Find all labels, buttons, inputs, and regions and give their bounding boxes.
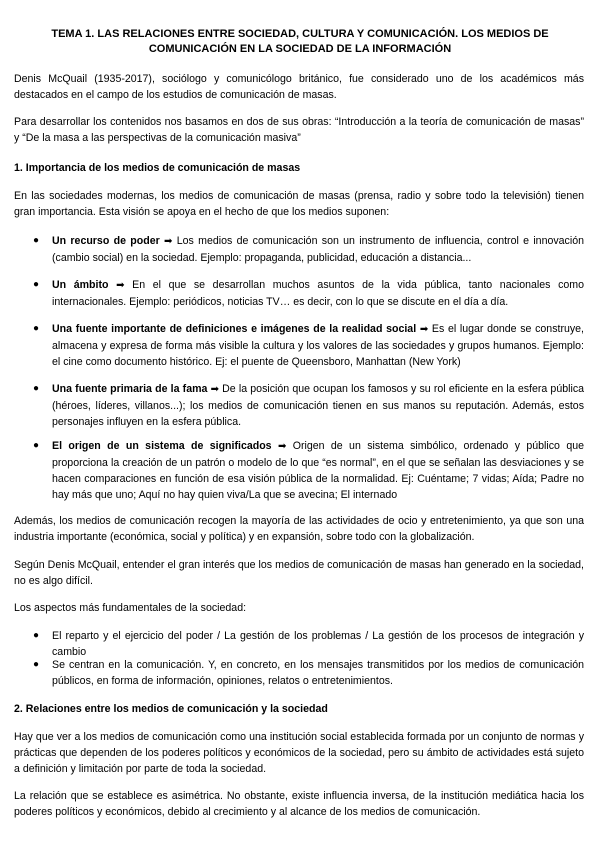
list-item [33,438,584,503]
bullet-icon: ● [33,383,40,394]
section-1-paragraph-3: Según Denis McQuail, entender el gran interés que los medios de comunicación de masas han generado en la sociedad, no es algo difícil. [14,559,584,587]
section-2-paragraph-2: La relación que se establece es asimétrica. No obstante, existe influencia inversa, de la institución mediática hacia los poderes políticos y económicos, debido al crecimiento y al alcance de los medios de comunicación. [14,790,584,818]
section-1-paragraph-4: Los aspectos más fundamentales de la sociedad: [14,602,247,614]
section-1-paragraph: En las sociedades modernas, los medios de comunicación de masas (prensa, radio y sobre todo la televisión) tienen gran importancia. Esta visión se apoya en el hecho de que los medios suponen: [14,190,584,218]
section-1-paragraph-2: Además, los medios de comunicación recogen la mayoría de las actividades de ocio y entretenimiento, ya que son una industria importante (económica, social y política) y en expansión, sobre todo con la globalización. [14,515,584,543]
section-2-paragraph-1: Hay que ver a los medios de comunicación como una institución social establecida formada por un conjunto de normas y prácticas que dependen de los poderes políticos y económicos de la sociedad, pero su ámbito de actividades está sujeto a definición y limitación por parte de toda la sociedad. [14,731,584,775]
list-item [33,628,584,660]
section-1-heading: 1. Importancia de los medios de comunicación de masas [14,162,301,174]
list-item-text: El reparto y el ejercicio del poder / La gestión de los problemas / La gestión de los procesos de integración y cambio [52,630,584,658]
page-title: TEMA 1. LAS RELACIONES ENTRE SOCIEDAD, CULTURA Y COMUNICACIÓN. LOS MEDIOS DE COMUNICACIÓN EN LA SOCIEDAD DE LA INFORMACIÓN [51,28,549,55]
section-2-heading: 2. Relaciones entre los medios de comunicación y la sociedad [14,703,328,715]
bullet-icon: ● [33,659,40,670]
bullet-icon: ● [33,279,40,290]
bullet-icon: ● [33,235,40,246]
list-item-text: Origen de un sistema simbólico, ordenado y público que proporciona la creación de un patrón o modelo de lo que “es normal”, en el que se señalan las desviaciones y se hacen comparaciones en función de esa visión pública de la normalidad. Ej: Cuéntame; 7 vidas; Aída; Padre no hay más que uno; Aquí no hay quien viva/La que se avecina; El internado [52,440,584,501]
list-item [33,381,585,430]
list-item-term: Una fuente primaria de la fama [52,383,208,395]
arrow-right-icon: ➡ [277,441,287,452]
list-item-text: Es el lugar donde se construye, almacena y expresa de forma más visible la cultura y los valores de las sociedades y grupos humanos. Ejemplo: el cine como documento histórico. Ej: el puente de Queensboro, Manhattan (New York) [52,323,584,368]
arrow-right-icon: ➡ [116,280,125,291]
arrow-right-icon: ➡ [419,324,429,335]
list-item [33,321,584,370]
list-item [33,657,584,689]
list-item-term: Un ámbito [52,279,109,291]
bullet-icon: ● [33,630,40,641]
intro-paragraph-2: Para desarrollar los contenidos nos basamos en dos de sus obras: “Introducción a la teoría de comunicación de masas” y “De la masa a las perspectivas de la comunicación masiva” [14,116,584,144]
bullet-icon: ● [33,440,40,451]
arrow-right-icon: ➡ [164,236,173,247]
list-item-text: Se centran en la comunicación. Y, en concreto, en los mensajes transmitidos por los medios de comunicación públicos, en forma de información, opiniones, relatos o entretenimientos. [52,659,584,687]
list-item [33,277,584,310]
list-item-text: De la posición que ocupan los famosos y su rol eficiente en la esfera pública (héroes, líderes, villanos...); los medios de comunicación tienen en sus manos su reputación. Además, estos personajes influyen en la esfera pública. [52,383,585,428]
intro-paragraph-1: Denis McQuail (1935-2017), sociólogo y comunicólogo británico, fue considerado uno de los académicos más destacados en el campo de los estudios de comunicación de masas. [14,73,584,101]
list-item-text: Los medios de comunicación son un instrumento de influencia, control e innovación (cambio social) en la sociedad. Ejemplo: propaganda, publicidad, educación a distancia... [52,235,584,264]
list-item-term: Una fuente importante de definiciones e imágenes de la realidad social [52,323,417,335]
arrow-right-icon: ➡ [210,384,219,395]
list-item [33,233,584,266]
list-item-text: En el que se desarrollan muchos asuntos de la vida pública, tanto nacionales como internacionales. Ejemplo: periódicos, noticias TV… es decir, con lo que se discute en el día a día. [52,279,584,308]
list-item-term: El origen de un sistema de significados [52,440,272,452]
bullet-icon: ● [33,323,40,334]
list-item-term: Un recurso de poder [52,235,160,247]
